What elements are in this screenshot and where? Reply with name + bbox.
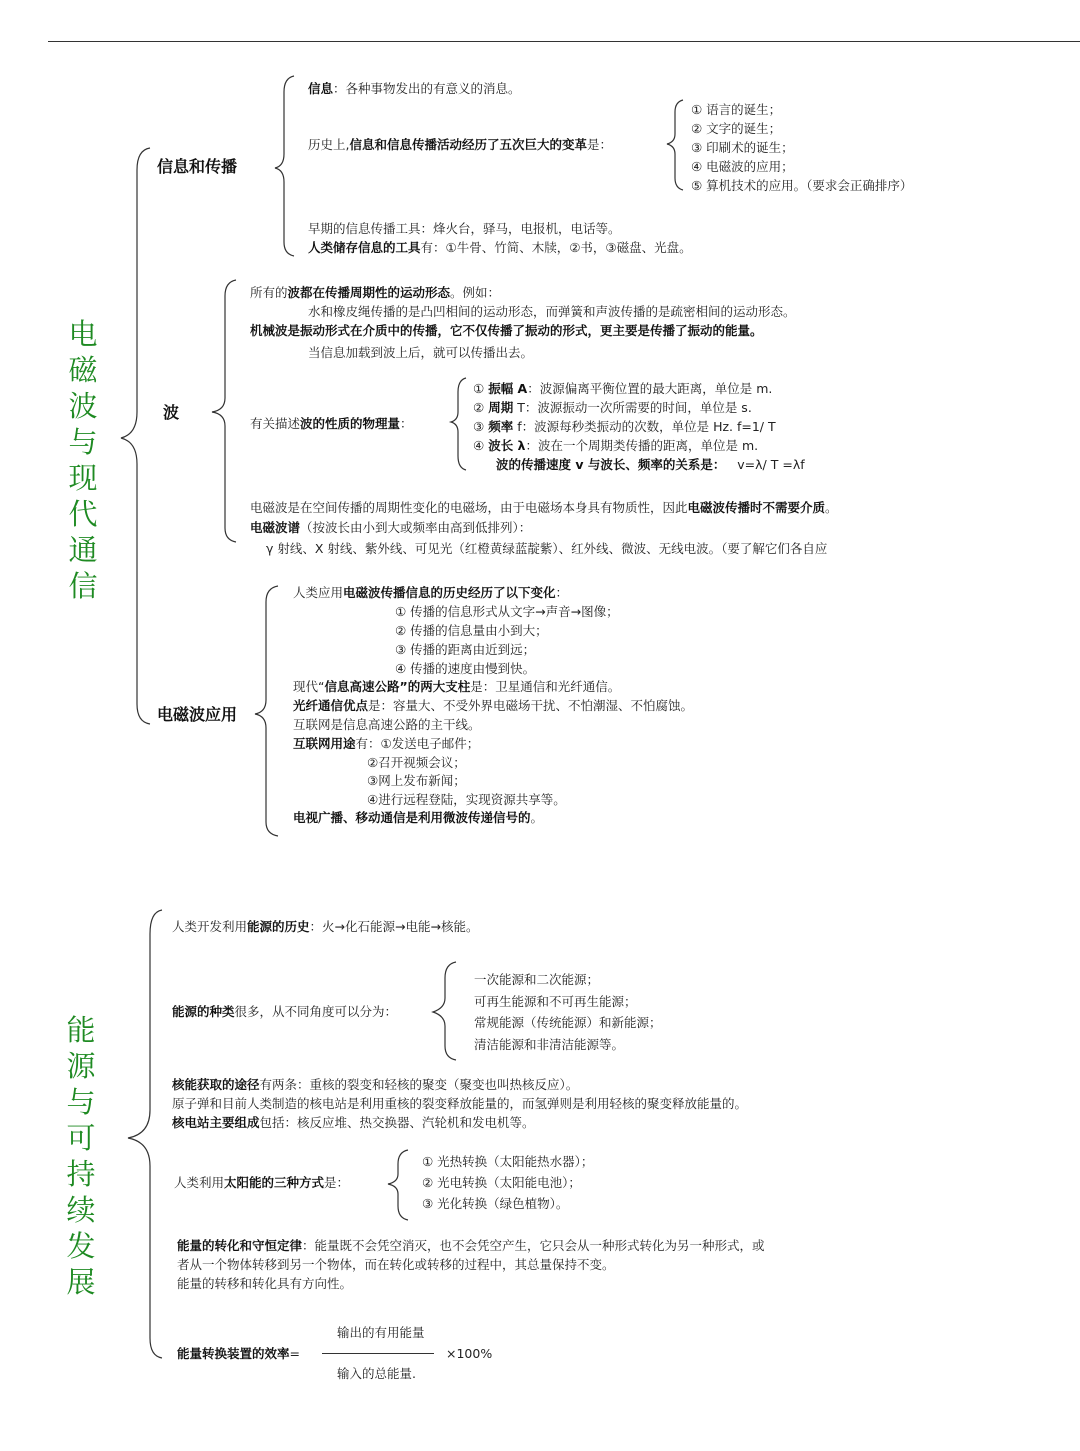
storage-text: 有：①牛骨、竹简、木牍，②书，③磁盘、光盘。: [420, 240, 692, 255]
title-char: 续: [66, 1193, 96, 1227]
wave-props-intro: [250, 416, 413, 431]
spectrum-text: （按波长由小到大或频率由高到低排列）：: [300, 520, 532, 535]
title-char: 代: [68, 497, 98, 531]
hist-bold: 能源的历史: [247, 919, 310, 934]
spectrum-list: γ 射线、X 射线、紫外线、可见光（红橙黄绿蓝靛紫）、红外线、微波、无线电波。（要了解它们各自应: [266, 541, 828, 556]
energy-kind-item: 常规能源（传统能源）和新能源；: [474, 1015, 662, 1030]
nuclear-line: [172, 1077, 578, 1092]
energy-history: [172, 919, 478, 934]
speed-bold: 波的传播速度 v 与波长、频率的关系是：: [496, 457, 726, 472]
energy-kind-item: 一次能源和二次能源；: [474, 972, 600, 987]
internet-use-line: [293, 736, 479, 751]
app-change-item: ④ 传播的速度由慢到快。: [395, 661, 536, 676]
wave-speed-relation: [496, 457, 805, 472]
wave-prop-period: [473, 400, 752, 415]
use-term: 互联网用途: [293, 736, 356, 751]
kinds-post: 很多，从不同角度可以分为：: [234, 1004, 398, 1019]
wave-line-1: [250, 285, 500, 300]
efficiency-numerator: 输出的有用能量: [337, 1325, 425, 1340]
em-bold: 电磁波传播时不需要介质: [687, 500, 826, 515]
conservation-line-1: [177, 1238, 765, 1253]
prop-desc: T：波源振动一次所需要的时间，单位是 s.: [513, 400, 752, 415]
wave-l1-pre: 所有的: [250, 285, 288, 300]
prop-num: ④: [473, 438, 485, 453]
fiber-text: 是：容量大、不受外界电磁场干扰、不怕潮湿、不怕腐蚀。: [368, 698, 694, 713]
prop-name: 周期: [488, 400, 514, 415]
brace-kinds: [433, 962, 456, 1060]
nuc-bold: 核能获取的途径: [172, 1077, 260, 1092]
solar-pre: 人类利用: [174, 1175, 225, 1190]
title-char: 电: [68, 317, 98, 351]
energy-kinds-intro: [172, 1004, 397, 1019]
early-tools: 早期的信息传播工具：烽火台，驿马，电报机，电话等。: [308, 221, 621, 236]
fiber-line: [293, 698, 693, 713]
wave-l1-post: 。例如：: [450, 285, 501, 300]
internet-line: 互联网是信息高速公路的主干线。: [293, 717, 481, 732]
solar-way-item: ③ 光化转换（绿色植物）。: [422, 1196, 569, 1211]
app-l1-bold: 电磁波传播信息的历史经历了以下变化: [343, 585, 556, 600]
solar-post: 是：: [324, 1175, 350, 1190]
cons-bold: 能量的转化和守恒定律: [177, 1238, 303, 1253]
prop-desc: f：波源每秒类振动的次数，单位是 Hz. f=1/ T: [513, 419, 776, 434]
app-change-item: ① 传播的信息形式从文字→声音→图像；: [395, 604, 619, 619]
wave-prop-wavelength: [473, 438, 758, 453]
energy-kind-item: 可再生能源和不可再生能源；: [474, 994, 637, 1009]
nuc-post: 有两条：重核的裂变和轻核的聚变（聚变也叫热核反应）。: [259, 1077, 579, 1092]
brace-s3: [255, 586, 278, 836]
internet-use-item: ④进行远程登陆，实现资源共享等。: [367, 792, 566, 807]
wave-line-4: 当信息加载到波上后，就可以传播出去。: [308, 345, 534, 360]
hist-pre: 人类开发利用: [172, 919, 248, 934]
kinds-bold: 能源的种类: [172, 1004, 235, 1019]
em-post: 。: [825, 500, 838, 515]
prop-num: ①: [473, 381, 485, 396]
title-char: 现: [68, 461, 98, 495]
fiber-term: 光纤通信优点: [293, 698, 369, 713]
hw-post: 是：卫星通信和光纤通信。: [470, 679, 621, 694]
title-char: 与: [68, 425, 98, 459]
storage-term: 人类储存信息的工具: [308, 240, 421, 255]
em-pre: 电磁波是在空间传播的周期性变化的电磁场，由于电磁场本身具有物质性，因此: [250, 500, 688, 515]
plant-line: [172, 1115, 535, 1130]
brace-part1: [121, 148, 150, 724]
hw-bold: 信息高速公路”的两大支柱: [324, 679, 471, 694]
wave-line-3: 机械波是振动形式在介质中的传播，它不仅传播了振动的形式，更主要是传播了振动的能量。: [250, 323, 763, 338]
history-line: [308, 137, 612, 152]
eff-bold: 能量转换装置的效率: [177, 1346, 290, 1361]
title-char: 展: [66, 1265, 96, 1299]
title-char: 能: [66, 1013, 96, 1047]
highway-line: [293, 679, 620, 694]
prop-num: ③: [473, 419, 485, 434]
title-char: 波: [68, 389, 98, 423]
fraction-bar: [322, 1353, 434, 1354]
props-post: ：: [400, 416, 413, 431]
prop-num: ②: [473, 400, 485, 415]
title-char: 与: [66, 1085, 96, 1119]
app-change-item: ② 传播的信息量由小到大；: [395, 623, 548, 638]
wave-prop-amplitude: [473, 381, 772, 396]
app-l1-pre: 人类应用: [293, 585, 344, 600]
section-title-info: 信息和传播: [157, 157, 238, 176]
solar-intro: [174, 1175, 349, 1190]
brace-s1-changes: [667, 100, 683, 190]
prop-desc: ：波在一个周期类传播的距离，单位是 m.: [525, 438, 759, 453]
info-definition: [308, 81, 521, 96]
title-char: 通: [68, 533, 98, 567]
info-text: ：各种事物发出的有意义的消息。: [333, 81, 521, 96]
brace-s2: [212, 280, 236, 542]
plant-post: 包括：核反应堆、热交换器、汽轮机和发电机等。: [259, 1115, 535, 1130]
app-change-item: ③ 传播的距离由近到远；: [395, 642, 536, 657]
prop-name: 波长 λ: [488, 438, 526, 453]
brace-s2-props: [451, 378, 466, 470]
prop-name: 频率: [488, 419, 514, 434]
eff-eq: =: [289, 1346, 300, 1361]
solar-way-item: ② 光电转换（太阳能电池）；: [422, 1175, 581, 1190]
spectrum-line: [250, 520, 531, 535]
title-char: 源: [66, 1049, 96, 1083]
efficiency-denominator: 输入的总能量.: [337, 1366, 416, 1381]
efficiency-multiplier: ×100%: [446, 1346, 493, 1361]
app-line-1: [293, 585, 568, 600]
title-char: 磁: [68, 353, 98, 387]
plant-bold: 核电站主要组成: [172, 1115, 260, 1130]
tv-bold: 电视广播、移动通信是利用微波传递信号的: [293, 810, 531, 825]
wave-line-2: 水和橡皮绳传播的是凸凹相间的运动形态，而弹簧和声波传播的是疏密相间的运动形态。: [308, 304, 796, 319]
tv-line: [293, 810, 543, 825]
brace-solar: [388, 1150, 408, 1220]
energy-kind-item: 清洁能源和非清洁能源等。: [474, 1037, 625, 1052]
wave-prop-frequency: [473, 419, 776, 434]
part2-vertical-title: [64, 1012, 98, 1300]
title-char: 信: [68, 569, 98, 603]
solar-bold: 太阳能的三种方式: [224, 1175, 325, 1190]
hw-pre: 现代“: [293, 679, 325, 694]
props-pre: 有关描述: [250, 416, 301, 431]
internet-use-item: ③网上发布新闻；: [367, 773, 466, 788]
change-item: ① 语言的诞生；: [691, 102, 782, 117]
props-bold: 波的性质的物理量: [300, 416, 401, 431]
title-char: 可: [66, 1121, 96, 1155]
title-char: 持: [66, 1157, 96, 1191]
info-term: 信息: [308, 81, 334, 96]
solar-way-item: ① 光热转换（太阳能热水器）；: [422, 1154, 594, 1169]
conservation-line-2: 者从一个物体转移到另一个物体，而在转化或转移的过程中，其总量保持不变。: [177, 1257, 615, 1272]
bomb-line: 原子弹和目前人类制造的核电站是利用重核的裂变释放能量的，而氢弹则是利用轻核的聚变释放能量的。: [172, 1096, 748, 1111]
history-bold: 信息和信息传播活动经历了五次巨大的变革: [349, 137, 587, 152]
storage-line: [308, 240, 692, 255]
use-first: 有：①发送电子邮件；: [355, 736, 480, 751]
title-char: 发: [66, 1229, 96, 1263]
history-pre: 历史上,: [308, 137, 350, 152]
prop-name: 振幅 A: [488, 381, 528, 396]
efficiency-label: [177, 1346, 300, 1361]
hist-post: ：火→化石能源→电能→核能。: [309, 919, 479, 934]
spectrum-term: 电磁波谱: [250, 520, 301, 535]
app-l1-post: ：: [555, 585, 569, 600]
prop-desc: ：波源偏离平衡位置的最大距离，单位是 m.: [527, 381, 773, 396]
brace-s1: [275, 76, 294, 256]
cons-text-1: ：能量既不会凭空消灭，也不会凭空产生，它只会从一种形式转化为另一种形式，或: [302, 1238, 765, 1253]
section-title-em-application: 电磁波应用: [157, 705, 238, 724]
brace-part2: [128, 910, 162, 1358]
internet-use-item: ②召开视频会议；: [367, 755, 466, 770]
section-title-wave: 波: [163, 403, 180, 422]
history-post: 是：: [587, 137, 613, 152]
change-item: ③ 印刷术的诞生；: [691, 140, 794, 155]
em-wave-line: [250, 500, 838, 515]
wave-l1-bold: 波都在传播周期性的运动形态: [287, 285, 451, 300]
direction-line: 能量的转移和转化具有方向性。: [177, 1276, 353, 1291]
tv-post: 。: [530, 810, 544, 825]
change-item: ② 文字的诞生；: [691, 121, 782, 136]
speed-formula: v=λ/ T =λf: [737, 457, 805, 472]
change-item: ⑤ 算机技术的应用。（要求会正确排序）: [691, 178, 913, 193]
change-item: ④ 电磁波的应用；: [691, 159, 794, 174]
